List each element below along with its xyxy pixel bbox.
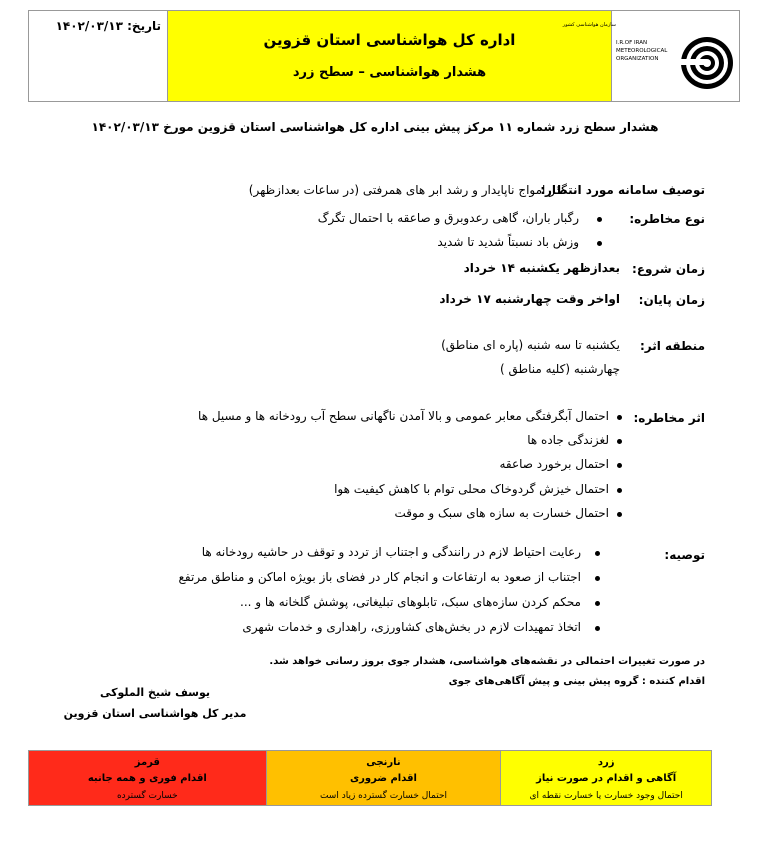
date-text: تاریخ: ۱۴۰۲/۰۳/۱۳ — [55, 19, 161, 33]
area-label: منطقه اثر: — [640, 339, 705, 353]
start-value: بعدازظهر یکشنبه ۱۴ خرداد — [463, 261, 620, 275]
bullet-icon — [595, 576, 600, 581]
logo-en-line1: I.R.OF IRAN — [616, 40, 648, 46]
legend-cell-orange — [266, 751, 501, 805]
advice-item: اتخاذ تمهیدات لازم در بخش‌های کشاورزی، راهداری و خدمات شهری — [242, 620, 581, 634]
bullet-icon — [597, 241, 602, 246]
bullet-icon — [617, 512, 622, 517]
bulletin-title: هشدار سطح زرد شماره ۱۱ مرکز پیش بینی اداره کل هواشناسی استان قزوین مورخ ۱۴۰۲/۰۳/۱۳ — [91, 120, 659, 134]
area-line1: یکشنبه تا سه شنبه (پاره ای مناطق) — [441, 338, 620, 352]
system-value: گذر امواج ناپایدار و رشد ابر های همرفتی (در ساعات بعدازظهر) — [248, 183, 567, 197]
hazard-label: نوع مخاطره: — [629, 212, 705, 226]
legend-desc: احتمال وجود خسارت یا خسارت نقطه ای — [529, 791, 683, 801]
warning-level-legend — [28, 750, 712, 806]
advice-item: رعایت احتیاط لازم در رانندگی و اجتناب از تردد و توقف در حاشیه رودخانه ها — [201, 545, 581, 559]
legend-level: زرد — [597, 757, 615, 768]
legend-action: اقدام ضروری — [349, 773, 417, 784]
legend-cell-red — [29, 751, 266, 805]
bullet-icon — [597, 217, 602, 222]
legend-desc: خسارت گسترده — [116, 791, 178, 801]
logo-fa-text: سازمان هواشناسی کشور — [562, 22, 616, 28]
signature-name: یوسف شیخ الملوکی — [99, 686, 211, 699]
legend-level: قرمز — [134, 757, 160, 768]
date-cell — [29, 11, 168, 101]
advice-item: اجتناب از صعود به ارتفاعات و انجام کار در فضای باز بویژه اماکن و مناطق مرتفع — [178, 570, 581, 584]
office-title: اداره کل هواشناسی استان قزوین — [263, 31, 516, 49]
logo-en-line3: ORGANIZATION — [616, 56, 659, 62]
signature-title: مدیر کل هواشناسی استان قزوین — [63, 707, 247, 720]
impact-item: احتمال آبگرفتگی معابر عمومی و بالا آمدن ناگهانی سطح آب رودخانه ها و مسیل ها — [198, 409, 609, 423]
legend-level: نارنجی — [366, 757, 401, 768]
hazard-item: وزش باد نسبتاً شدید تا شدید — [437, 235, 579, 249]
bullet-icon — [617, 439, 622, 444]
impact-item: احتمال خسارت به سازه های سبک و موقت — [394, 506, 609, 520]
bullet-icon — [595, 626, 600, 631]
impact-item: احتمال خیزش گردوخاک محلی توام با کاهش کیفیت هوا — [334, 482, 609, 496]
title-cell — [168, 11, 612, 101]
start-label: زمان شروع: — [632, 262, 705, 276]
logo-cell — [562, 11, 739, 101]
action-note: اقدام کننده : گروه پیش بینی و پیش آگاهی‌های جوی — [448, 676, 705, 687]
legend-action: اقدام فوری و همه جانبه — [87, 773, 207, 784]
impact-item: لغزندگی جاده ها — [527, 433, 609, 447]
update-note: در صورت تغییرات احتمالی در نقشه‌های هواشناسی، هشدار جوی بروز رسانی خواهد شد. — [269, 656, 705, 667]
logo-en-line2: METEOROLOGICAL — [616, 48, 668, 54]
end-label: زمان پایان: — [638, 293, 705, 307]
impact-label: اثر مخاطره: — [633, 411, 705, 425]
legend-cell-yellow — [500, 751, 711, 805]
system-label: توصیف سامانه مورد انتظار: — [540, 183, 705, 197]
hazard-item: رگبار باران، گاهی رعدوبرق و صاعقه با احتمال تگرگ — [317, 211, 579, 225]
advice-item: محکم کردن سازه‌های سبک، تابلوهای تبلیغاتی، پوشش گلخانه ها و ... — [240, 595, 581, 609]
legend-action: آگاهی و اقدام در صورت نیاز — [536, 773, 677, 784]
meteorological-organization-logo-icon — [562, 11, 739, 101]
end-value: اواخر وقت چهارشنبه ۱۷ خرداد — [439, 292, 620, 306]
area-line2: چهارشنبه (کلیه مناطق ) — [500, 362, 620, 376]
header-box — [28, 10, 740, 102]
bullet-icon — [595, 551, 600, 556]
warning-level-subtitle: هشدار هواشناسی – سطح زرد — [292, 65, 487, 80]
bullet-icon — [617, 415, 622, 420]
bullet-icon — [595, 601, 600, 606]
advice-label: توصیه: — [664, 548, 705, 562]
bullet-icon — [617, 463, 622, 468]
bullet-icon — [617, 488, 622, 493]
legend-desc: احتمال خسارت گسترده زیاد است — [319, 791, 448, 801]
impact-item: احتمال برخورد صاعقه — [499, 457, 609, 471]
